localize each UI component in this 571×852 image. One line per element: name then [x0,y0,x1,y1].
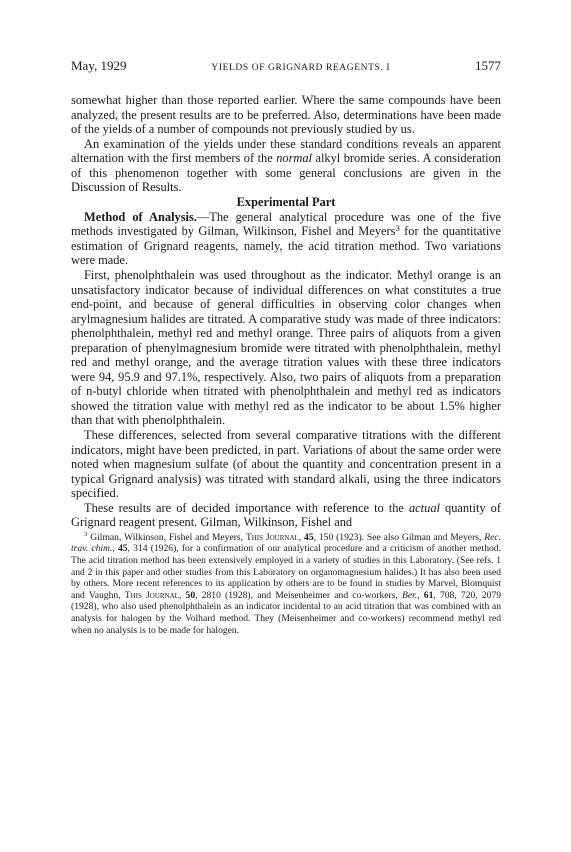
paragraph-results: These results are of decided importance with reference to the actual quantity of Grignard reagent present. Gilman, Wilkinson, Fishel and [71,500,501,530]
footnote-ref: 3 [395,223,400,234]
footnote: $^3$ Gilman, Wilkinson, Fishel and Meyers, This Journal, 45, 150 (1923). See also Gilman and Meyers, Rec. trav. chim., 45, 314 (1926), for a confirmation of our analytical procedure and a criticism of another method. The acid titration method has been extensively employed in a variety of studies in this Laboratory. (See refs. 1 and 2 in this paper and other studies from this Laboratory on organomagnesium halides.) It has also been used by others. More recent references to its application by others are to be found in studies by Marvel, Blomquist and Vaughn, This Journal, 50, 2810 (1928), and Meisenheimer and co-workers, Ber., 61, 708, 720, 2079 (1928), who also used phenolphthalein as an indicator incidental to an acid titration that was combined with an analysis for halogen by the Volhard method. They (Meisenheimer and co-workers) recommend methyl red when no analysis is to be made for halogen. [71,530,502,636]
running-header [71,58,501,78]
page-number: 1577 [475,58,501,73]
runin-heading: Method of Analysis. [84,209,197,224]
paragraph-differences: These differences, selected from several comparative titrations with the different indicators, might have been predicted, in part. Variations of about the same order were noted when magnesium sulfate (of about the quantity and concentration present in a typical Grignard analysis) was titrated with standard alkali, using the three indicators specified. [71,428,501,501]
paragraph-alternation: An examination of the yields under these standard conditions reveals an apparent alternation with the first members of the normal alkyl bromide series. A consideration of this phenomenon together with some general conclusions are given in the Discussion of Results. [71,136,501,195]
paragraph-indicators: First, phenolphthalein was used throughout as the indicator. Methyl orange is an unsatisfactory indicator because of individual differences on what constitutes a true end-point, and because of general difficulties in observing color changes when arylmagnesium halides are titrated. A comparative study was made of three indicators: phenolphthalein, methyl red and methyl orange. Three pairs of aliquots from a given preparation of phenylmagnesium bromide were titrated with phenolphthalein, methyl red and methyl orange, and the average titration values with these three indicators were 94, 95.9 and 97.1%, respectively. Also, two pairs of aliquots from a preparation of n-butyl chloride when titrated with phenolphthalein and methyl red as indicators showed the titration value with methyl red as the indicator to be about 1.5% higher than that with phenolphthalein. [71,268,501,428]
header-date: May, 1929 [71,58,127,73]
journal-page [71,58,501,636]
paragraph-continuation: somewhat higher than those reported earlier. Where the same compounds have been analyzed, the present results are to be preferred. Also, determinations have been made of the yields of a number of compounds not previously studied by us. [71,93,501,137]
paragraph-method: Method of Analysis.—The general analytical procedure was one of the five methods investigated by Gilman, Wilkinson, Fishel and Meyers$^3$ for the quantitative estimation of Grignard reagents, namely, the acid titration method. Two variations were made. [71,209,501,268]
header-title: YIELDS OF GRIGNARD REAGENTS. I [211,63,391,73]
section-heading: Experimental Part [236,194,336,209]
